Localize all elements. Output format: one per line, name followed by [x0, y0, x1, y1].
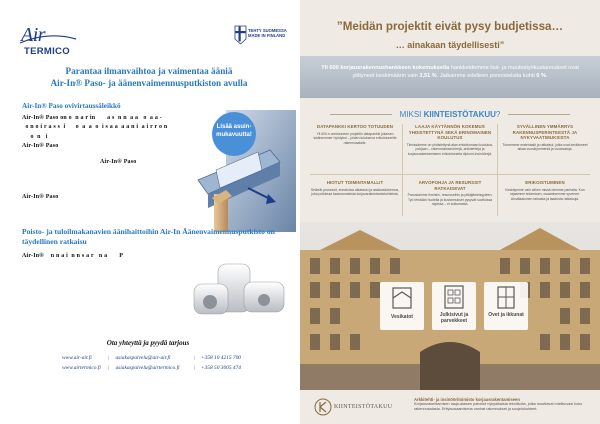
right-subtitle: … ainakaan täydellisesti” — [395, 40, 505, 50]
kiinteistotakuu-emblem-icon — [314, 398, 332, 416]
right-title: ”Meidän projektit eivät pysy budjetissa… — [336, 20, 564, 33]
airtermico-logo — [18, 24, 78, 58]
reason-card: ARVOPOHJA JA RESURSSIT RATKAISEVAT Panostamme ihmisiin, resursseihin ja pitkäjänteisyyteen. Työ tehdään huolella ja kustannukset pysyvät sovituissa rajoissa – ei suttumasta. — [407, 180, 493, 207]
section1-text-c: Air-In® Paso — [22, 194, 59, 200]
website-link[interactable]: www.air-air.fi — [62, 355, 92, 361]
divider — [402, 124, 403, 216]
website-link[interactable]: www.airtermico.fi — [62, 365, 101, 371]
logo-air-text: Air — [21, 24, 46, 46]
service-tile-vesikatot[interactable]: Vesikatot — [380, 282, 424, 330]
reason-card: DATAPANKKI KERTOO TOTUUDEN Yli 600:n onnistuneen projektin datapankki jokaisen sisäisemmer hyödyksi – joiden tuloksena erikoistuneille rakennusalalle. — [313, 124, 397, 145]
reason-card: HIOTUT TOIMINTAMALLIT Selkeät prosessit, ennakoiva aikataulu ja asiakaskokemus, joka poikkeaa tavanomaisista korjausrakentamiskohteista. — [310, 180, 400, 197]
divider — [508, 114, 570, 115]
section1-heading: Air-In® Paso ovivirtaussäleikkö — [22, 102, 121, 110]
divider — [310, 174, 590, 175]
service-tile-julkisivut[interactable]: Julkisivut ja parvekkeet — [432, 282, 476, 330]
kiinteistotakuu-brand: KIINTEISTÖTAKUU — [334, 404, 393, 410]
left-page — [0, 0, 296, 424]
reason-card: LAAJA KÄYTÄNNÖN KOKEMUS YHDISTETTYNÄ SEKÄ ERINOMAINEN KOULUTUS Tiimissämme on yhdistettynä alan ehdottomaan koulutus-pohjaan – rakennusinsinöörejä, arkkitehteja ja korjausrakentamiseen erikoistuneita diplomi-insinöörejä. — [406, 124, 494, 156]
window-icon — [484, 282, 528, 312]
section2-text: Air-In® n n a i n n s a r n a P — [22, 253, 124, 259]
phone-number: +358 10 4215 700 — [200, 355, 241, 361]
made-in-finland-text: TEHTY SUOMESSA MADE IN FINLAND — [248, 28, 287, 39]
contact-row: www.air-air.fi | asiakaspalvelu@air-air.fi | +358 10 4215 700 — [62, 355, 241, 361]
reason-card: SYVÄLLINEN YMMÄRRYS RAKENNUSPERINTEESTÄ JA NYKYVAATIMUKSISTA Tunnemme materiaalit ja ratkaisut, jotka ovat keräänneet aikaa vuosikymmeniä ja vuosisatoja. — [502, 124, 588, 152]
phone-number: +358 50 3005 474 — [200, 365, 241, 371]
section2-heading: Poisto- ja tuloilmakanavien äänihaittoihin Air-In Äänenvaimennusputkisto on täydellinen ratkaisu — [22, 227, 275, 246]
contact-list — [62, 353, 241, 373]
finland-flag-icon — [234, 25, 247, 45]
left-headline: Parantaa ilmanvaihtoa ja vaimentaa ääniä Air-In® Paso- ja äänenvaimennusputkiston avulla — [50, 66, 248, 88]
why-heading: MIKSI KIINTEISTÖTAKUU? — [399, 110, 501, 119]
divider — [497, 124, 498, 216]
right-page — [300, 0, 600, 424]
facade-icon — [432, 282, 476, 312]
section1-text-a: Air-In® Paso on o n a r in a s n n a a o a a - o n o i r a s s i o a a o i s a a a a n i a i r r o n o n i Air-In® Paso — [22, 115, 168, 150]
roof-icon — [380, 282, 424, 312]
contact-row: www.airtermico.fi | asiakaspalvelu@airtermico.fi | +358 50 3005 474 — [62, 365, 241, 371]
reason-card: ERIKOISTUMINEN Keskitymme vain siihen missä olemme parhaita. Kun rajaamme tekemisen, osaamisemme syvenee. Ainutlaatuinen tarkasta ja laadusta ratkaisuja. — [505, 180, 585, 201]
cta-text: Ota yhteyttä ja pyydä tarjous — [106, 339, 190, 347]
service-tile-ovet[interactable]: Ovet ja ikkunat — [484, 282, 528, 330]
lisaa-asuinmukavuutta-badge: Lisää asuin- mukavuutta! — [212, 112, 256, 156]
company-description: Arkkitehti- ja insinööritoimisto korjausrakentamiseen Korjausrakentamisen laaja-alaisen palvelut nykyaikaisia tekniikoita, jotka muuttavat mielikuvasi koko rakennusalasta. Erityisosaamisena vanhat rakennukset ja suojelukohteet. — [414, 397, 583, 411]
sound-damper-products-image — [190, 262, 286, 322]
section1-text-b: Air-In® Paso — [100, 159, 137, 165]
email-link[interactable]: asiakaspalvelu@air-air.fi — [115, 355, 171, 361]
intro-text: Yli 600 korjausrakennushankkeen kokemuksella hankkeidemme lisä- ja muutostyökustannukset ovat ylittyneet keskimäärin vain 3,51 %. Jatkamme edelleen ponnisteluita kohti 0 %. — [321, 65, 579, 79]
email-link[interactable]: asiakaspalvelu@airtermico.fi — [115, 365, 180, 371]
logo-termico-text: TERMICO — [24, 46, 70, 57]
